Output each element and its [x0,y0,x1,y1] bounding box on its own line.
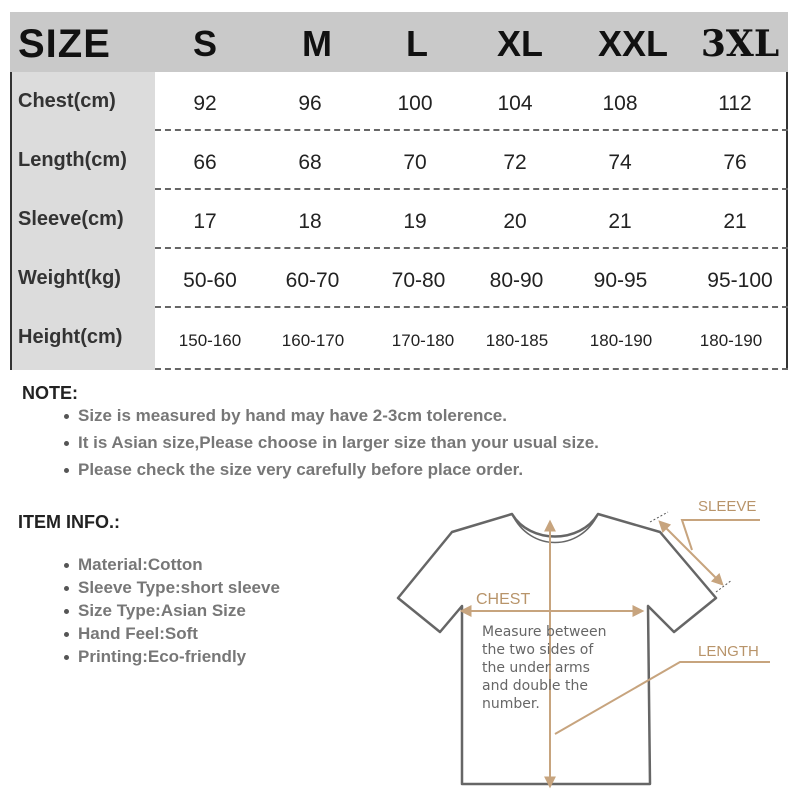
sleeve-arrow [660,522,722,584]
list-item [60,431,599,458]
table-cell: 70-80 [391,269,446,292]
info-text: Material:Cotton [78,555,203,574]
table-cell: 92 [193,92,217,115]
table-row-sleeve [10,190,788,249]
table-cell: 72 [503,151,527,174]
bullet-icon [64,441,69,446]
table-cell: 50-60 [183,269,237,292]
measure-instructions [482,624,611,712]
size-table [10,12,788,370]
table-header [10,12,788,72]
table-bottom-border [155,368,788,370]
note-text: Size is measured by hand may have 2-3cm tolerence. [78,406,507,425]
table-cell: 95-100 [707,269,773,292]
table-row-length [10,131,788,190]
table-cell: 90-95 [593,269,648,292]
table-cell: 68 [298,151,322,174]
bullet-icon [64,586,69,591]
table-cell: 180-190 [699,331,763,350]
measure-line: the two sides of [482,642,594,658]
size-header-label: SIZE [18,22,111,66]
table-cell: 180-185 [485,331,549,350]
bullet-icon [64,563,69,568]
list-item [60,623,280,646]
note-title: NOTE: [22,383,78,403]
table-cell: 70 [403,151,427,174]
item-info-list [60,554,280,669]
table-cell: 74 [608,151,632,174]
size-s-header: S [192,23,217,64]
bullet-icon [64,655,69,660]
table-cell: 18 [298,210,322,233]
list-item [60,554,280,577]
row-label-weight: Weight(kg) [18,267,121,289]
table-cell: 100 [397,92,433,115]
table-cell: 17 [193,210,217,233]
size-xl-header: XL [496,23,543,64]
bullet-icon [64,468,69,473]
table-row-height [10,308,788,367]
table-cell: 96 [298,92,322,115]
size-m-header: M [302,23,332,64]
list-item [60,577,280,600]
info-text: Hand Feel:Soft [78,624,198,643]
table-cell: 80-90 [489,269,544,292]
info-text: Size Type:Asian Size [78,601,246,620]
table-cell: 180-190 [589,331,653,350]
size-xxl-header: XXL [597,23,668,64]
row-label-height: Height(cm) [18,326,123,348]
table-cell: 21 [723,210,747,233]
note-text: Please check the size very carefully before place order. [78,460,524,479]
tshirt-diagram [380,480,790,792]
list-item [60,646,280,669]
table-cell: 112 [718,92,752,115]
table-cell: 66 [193,151,217,174]
chest-label: CHEST [476,591,531,608]
table-cell: 76 [723,151,747,174]
table-cell: 21 [608,210,632,233]
table-cell: 104 [497,92,533,115]
measure-line: number. [482,696,540,712]
bullet-icon [64,414,69,419]
table-cell: 170-180 [391,331,455,350]
list-item [60,404,599,431]
table-cell: 19 [403,210,427,233]
measure-line: Measure between [482,624,607,640]
row-label-chest: Chest(cm) [18,90,116,112]
item-info-title: ITEM INFO.: [18,512,120,532]
length-label: LENGTH [698,643,759,660]
table-row-chest [10,72,788,131]
size-3xl-header: 3XL [700,23,780,65]
bullet-icon [64,609,69,614]
note-list [60,404,599,485]
size-l-header: L [406,23,428,64]
table-cell: 60-70 [285,269,340,292]
row-label-sleeve: Sleeve(cm) [18,208,124,230]
table-cell: 150-160 [178,331,242,350]
list-item [60,600,280,623]
measure-line: and double the [482,678,588,694]
info-text: Printing:Eco-friendly [78,647,247,666]
note-text: It is Asian size,Please choose in larger size than your usual size. [78,433,599,452]
table-cell: 108 [602,92,638,115]
info-text: Sleeve Type:short sleeve [78,578,280,597]
table-cell: 160-170 [281,331,345,350]
table-row-weight [10,249,788,308]
bullet-icon [64,632,69,637]
sleeve-label: SLEEVE [698,498,757,515]
measure-line: the under arms [482,660,590,676]
table-cell: 20 [503,210,527,233]
row-label-length: Length(cm) [18,149,127,171]
